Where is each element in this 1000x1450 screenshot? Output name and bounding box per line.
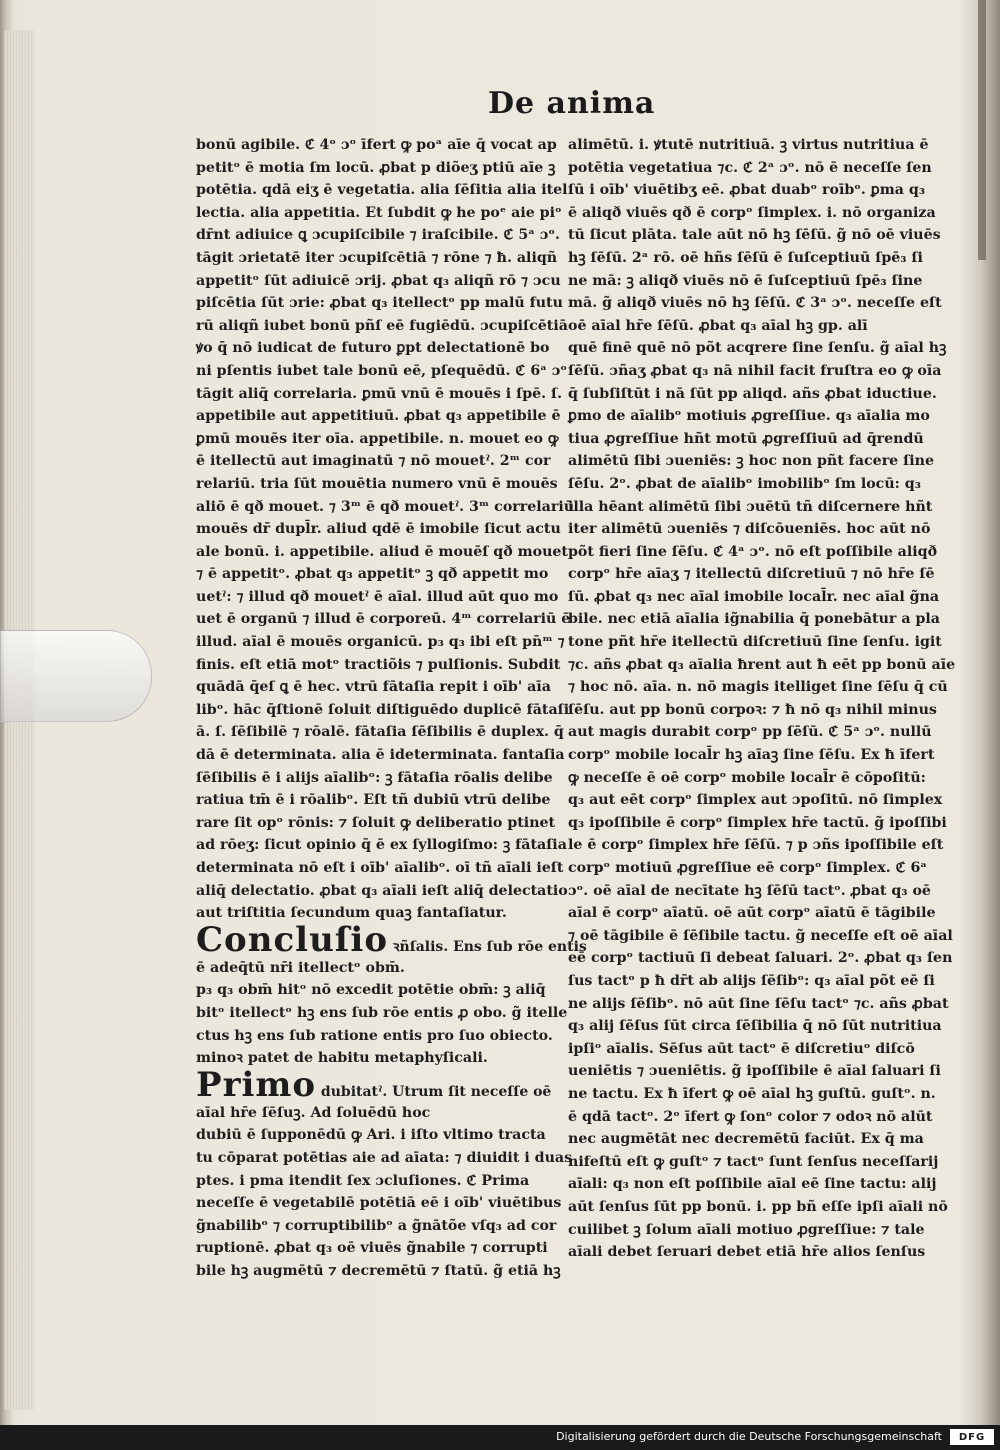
text-line: corpᵒ mobile local̄r hꝫ aīaꝫ ſine ſēſu. Ex ħ īfert bbox=[568, 747, 935, 764]
text-line: libᵒ. hāc q̄ſtionē ſoluit diſtiguēdo duplicē fātaſi bbox=[196, 701, 570, 718]
text-line: potētia. qdā eiʒ ē vegetatia. alia ſēſitia alia itel bbox=[196, 182, 568, 199]
text-line: q₃ alij ſēſus ſūt circa ſēſibilia q̄ nō ſūt nutritiua bbox=[568, 1018, 942, 1035]
text-line: ꝑmū mouēs iter oīa. appetibile. n. mouet eo ꝙ bbox=[196, 430, 559, 447]
text-line: lectia. alia appetitia. Et ſubdit ꝙ he poᵉ aie piᵒ bbox=[196, 204, 562, 221]
text-line: ipſiᵒ aīalis. Sēſus aūt tactᵒ ē diſcretiuᵒ diſcō bbox=[568, 1040, 915, 1057]
text-line: aut triſtitia ſecundum quaꝫ fantaſiatur. bbox=[196, 905, 507, 922]
text-line: finis. eſt etiā motᵒ tractiõis ⁊ pulſionis. Subdit bbox=[196, 656, 561, 673]
text-line: tū ſicut plāta. tale aūt nō hꝫ ſēſū. g̃ nō oē viuēs bbox=[568, 227, 941, 244]
text-line: uet ē organū ⁊ illud ē corporeū. 4ᵐ correlariū ē bbox=[196, 611, 571, 628]
text-line: ſēſū. ɔñaʒ ꝓbat q₃ nā nihil facit fruſtra eo ꝙ oīa bbox=[568, 362, 942, 379]
running-title: De anima bbox=[488, 86, 656, 121]
text-line: mā. g̃ aliqð viuēs nō hꝫ ſēſū. ℭ 3ᵃ ɔᵒ. neceſſe eſt bbox=[568, 295, 942, 312]
text-line: ⁊ hoc nō. aīa. n. nō magis itelliget ſine ſēſu q̄ cū bbox=[568, 679, 948, 696]
text-line: quādā q̄eſ ꝗ ē hec. vtrū fātaſia repit i oīb' aīa bbox=[196, 679, 551, 696]
text-line: tāgit ɔrietatē iter ɔcupiſcētiā ⁊ rōne ⁊ ħ. aliqñ bbox=[196, 249, 558, 266]
text-line: piſcētia ſūt ɔrie: ꝓbat q₃ itellectᵒ pp malū futu bbox=[196, 295, 563, 312]
text-line: appetibile aut appetitiuū. ꝓbat q₃ appetibile ē bbox=[196, 408, 561, 425]
text-line: tone pñt hr̄e itellectū diſcretiuū ſine ſenſu. igit bbox=[568, 634, 942, 651]
text-line: appetitᵒ ſūt adiuicē ɔrij. ꝓbat q₃ aliqñ rō ⁊ ɔcu bbox=[196, 272, 561, 289]
text-line: ſū. ꝓbat q₃ nec aīal imobile local̄r. nec aīal g̃na bbox=[568, 588, 940, 605]
text-line: alimētū. i. ꝟtutē nutritiuā. ꝫ virtus nutritiua ē bbox=[568, 137, 929, 153]
text-line: dā ē determinata. alia ē ideterminata. fantaſia bbox=[196, 747, 565, 764]
funding-notice: Digitalisierung gefördert durch die Deutsche Forschungsgemeinschaft bbox=[556, 1430, 942, 1443]
text-line: tu cōparat potētias aie ad aīata: ⁊ diuidit i duas bbox=[196, 1149, 573, 1166]
text-line: bile. nec etiā aīalia ig̃nabilia q̄ ponebātur a pla bbox=[568, 611, 940, 628]
text-line: dubiū ē ſupponēdū ꝙ Ari. i iſto vltimo tracta bbox=[196, 1127, 546, 1144]
text-line: corpᵒ motiuū ꝓgreſſiue eē corpᵒ ſimplex. ℭ 6ᵃ bbox=[568, 860, 927, 876]
text-line: bile hꝫ augmētū ⁊ decremētū ⁊ ſtatū. g̃ etiā hꝫ bbox=[196, 1262, 561, 1279]
text-line: ne tactu. Ex ħ īfert ꝙ oē aīal hꝫ guſtū. guſtᵒ. n. bbox=[568, 1085, 936, 1102]
text-line: q₃ aut eēt corpᵒ ſimplex aut ɔpoſitū. nō ſimplex bbox=[568, 792, 943, 809]
text-line: ruptionē. ꝓbat q₃ oē viuēs g̃nabile ⁊ corrupti bbox=[196, 1240, 548, 1257]
page-clip bbox=[0, 630, 152, 722]
text-line: ā. ſ. ſēſibilē ⁊ rōalē. fātaſia ſēſibilis ē duplex. q̄ bbox=[196, 724, 564, 741]
text-line: ratiua tm̄ ē i rōalibᵒ. Eſt tñ dubiū vtrū delibe bbox=[196, 792, 551, 809]
digitization-footer bbox=[0, 1425, 1000, 1450]
text-line: ꝙ neceſſe ē oē corpᵒ mobile local̄r ē cōpoſitū: bbox=[568, 769, 926, 786]
text-line: ale bonū. i. appetibile. aliud ē mouēſ qð mouet bbox=[196, 543, 568, 560]
text-line: ⁊c. añs ꝓbat q₃ aīalia ħrent aut ħ eēt pp bonū aīe bbox=[568, 656, 956, 673]
text-line: ad rōeʒ: ſicut opinio q̄ ē ex ſyllogiſmo: ꝫ fātaſia bbox=[196, 837, 567, 854]
text-line: tāgit aliq̄ correlaria. ꝑmū vnū ē mouēs i ſpē. ſ. bbox=[196, 385, 563, 402]
text-line: ſēſibilis ē i alijs aīalibᵒ: ꝫ fātaſia rōalis delibe bbox=[196, 769, 553, 786]
text-line: ctus hꝫ ens ſub ratione entis pro ſuo obiecto. bbox=[196, 1027, 553, 1044]
text-line: le ē corpᵒ ſimplex hr̄e ſēſū. ⁊ p ɔñs ipoſſibile eſt bbox=[568, 837, 944, 854]
text-line: minoꝛ patet de habitu metaphyſicali. bbox=[196, 1050, 488, 1067]
text-line: tiua ꝓgreſſiue hñt motū ꝓgreſſiuū ad q̄rendū bbox=[568, 430, 924, 447]
text-line: ē aliqð viuēs qð ē corpᵒ ſimplex. i. nō organiza bbox=[568, 204, 936, 221]
text-line: ſēſu. 2ᵒ. ꝓbat de aīalibᵒ imobilibᵒ ſm locū: q₃ bbox=[568, 475, 921, 492]
text-line: ſus tactᵒ p ħ dr̄t ab alijs ſēſibᵒ: q₃ aīal põt eē ſi bbox=[568, 972, 935, 989]
dfg-logo: DFG bbox=[950, 1429, 994, 1445]
text-line: ⁊ ē appetitᵒ. ꝓbat q₃ appetitᵒ ꝫ qð appetit mo bbox=[196, 566, 549, 583]
text-line: ⁊ oē tāgibile ē ſēſibile tactu. g̃ neceſſe eſt oē aīal bbox=[568, 927, 953, 944]
text-line: corpᵒ hr̄e aīaʒ ⁊ itellectū diſcretiuū ⁊ nō hr̄e ſē bbox=[568, 566, 935, 583]
text-line: ſū i oīb' viuētibʒ eē. ꝓbat duabᵒ roībᵒ. ꝑma q₃ bbox=[568, 182, 926, 199]
text-line: petitᵒ ē motia ſm locū. ꝓbat p diõeʒ ptiū aīe ꝫ bbox=[196, 159, 556, 176]
text-line: potētia vegetatiua ⁊c. ℭ 2ᵃ ɔᵒ. nō ē neceſſe ſen bbox=[568, 159, 932, 176]
text-line: iter alimētū ɔueniēs ⁊ diſcōueniēs. hoc aūt nō bbox=[568, 521, 931, 538]
text-line bbox=[196, 919, 587, 960]
text-line: relariū. tria ſūt mouētia numero vnū ē mouēs bbox=[196, 475, 558, 492]
text-line: ni pſentis iubet tale bonū eē, pſequēdū. ℭ 6ᵃ ɔᵒ bbox=[196, 362, 568, 379]
text-line: illa hēant alimētū ſibi ɔuētū tñ diſcernere hñt bbox=[568, 498, 933, 515]
text-line: põt fieri ſine ſēſu. ℭ 4ᵃ ɔᵒ. nō eſt poſſibile aliqð bbox=[568, 543, 938, 560]
text-line: rū aliqñ iubet bonū pñſ eē fugiēdū. ɔcupiſcētiā bbox=[196, 317, 568, 334]
text-line: eē corpᵒ tactiuū ſi debeat ſaluari. 2ᵒ. ꝓbat q₃ ſen bbox=[568, 950, 953, 967]
text-column-left bbox=[196, 134, 587, 1283]
text-line: p₃ q₃ obm̄ hitᵒ nō excedit potētie obm̄: ꝫ aliq̄ bbox=[196, 982, 546, 999]
text-line: ptes. i pma itendit ſex ɔcluſiones. ℭ Prima bbox=[196, 1172, 530, 1189]
section-heading: Concluſio bbox=[196, 919, 389, 960]
text-line: dr̄nt adiuice ꝗ ɔcupiſcibile ⁊ iraſcibile. ℭ 5ᵃ ɔᵒ. bbox=[196, 227, 560, 244]
text-line: aīali: q₃ non eſt poſſibile aīal eē ſine tactu: alij bbox=[568, 1176, 937, 1193]
text-line: ē itellectū aut imaginatū ⁊ nō mouetˀ. 2ᵐ cor bbox=[196, 453, 551, 470]
text-line: aliō ē qð mouet. ⁊ 3ᵐ ē qð mouetˀ. 3ᵐ correlariū bbox=[196, 498, 575, 515]
text-line: aut magis durabit corpᵒ pp ſēſū. ℭ 5ᵃ ɔᵒ. nullū bbox=[568, 724, 932, 741]
text-line: q₃ ipoſſibile ē corpᵒ ſimplex hr̄e tactū. g̃ ipoſſibi bbox=[568, 814, 947, 831]
text-line: q̄ ſubſiſtūt i nā ſūt pp aliqd. añs ꝓbat iductiue. bbox=[568, 385, 937, 402]
text-line: rare ſit opᵒ rōnis: ⁊ ſoluit ꝙ deliberatio ptinet bbox=[196, 814, 556, 831]
text-line: ꝑmo de aīalibᵒ motiuis ꝓgreſſiue. q₃ aīalia mo bbox=[568, 408, 930, 425]
text-line: ē adeq̄tū nr̄i itellectᵒ obm̄. bbox=[196, 959, 405, 976]
text-line: nec augmētāt nec decremētū faciūt. Ex q̄ ma bbox=[568, 1131, 924, 1148]
text-line: aīal ē corpᵒ aīatū. oē aūt corpᵒ aīatū ē tāgibile bbox=[568, 905, 936, 922]
text-line: bonū agibile. ℭ 4ᵒ ɔᵒ īfert ꝙ poᵃ aīe q̄ vocat ap bbox=[196, 137, 557, 153]
text-line: bitᵒ itellectᵒ hꝫ ens ſub rōe entis ꝓ obo. g̃ itelle bbox=[196, 1004, 568, 1021]
text-line: mouēs dr̄ dupl̄r. aliud qdē ē imobile ſicut actu bbox=[196, 521, 561, 538]
text-line: ɔᵒ. oē aīal de necītate hꝫ ſēſū tactᵒ. ꝓbat q₃ oē bbox=[568, 882, 931, 899]
text-line: ē qdā tactᵒ. 2ᵒ īfert ꝙ ſonᵒ color ⁊ odoꝛ nō alūt bbox=[568, 1108, 933, 1125]
text-line: ne mā: ꝫ aliqð viuēs nō ē ſuſceptiuū ſpē₃ ſine bbox=[568, 272, 923, 289]
text-column-right bbox=[568, 134, 956, 1264]
text-line: nifeſtū eſt ꝙ guſtᵒ ⁊ tactᵒ ſunt ſenſus neceſſarij bbox=[568, 1153, 939, 1170]
text-line: aliq̄ delectatio. ꝓbat q₃ aīali ieſt aliq̄ delectatio bbox=[196, 882, 568, 899]
text-line: ꝟo q̄ nō iudicat de futuro ꝑpt delectationē bo bbox=[196, 340, 550, 357]
bookmark-ribbon bbox=[978, 0, 986, 260]
text-run: ꝛñſalis. Ens ſub rōe entis bbox=[388, 938, 587, 955]
text-line: alimētū ſibi ɔueniēs: ꝫ hoc non pñt facere ſine bbox=[568, 453, 934, 470]
text-line bbox=[196, 1064, 553, 1105]
text-line: oē aīal hr̄e ſēſū. ꝓbat q₃ aīal hꝫ gp. alī bbox=[568, 317, 868, 334]
text-line: cuilibet ꝫ ſolum aīali motiuo ꝓgreſſiue: ⁊ tale bbox=[568, 1221, 925, 1238]
text-line: hꝫ ſēſū. 2ᵃ rō. oē hñs ſēſū ē ſuſceptiuū ſpē₃ ſi bbox=[568, 249, 923, 266]
text-line: ne alijs ſēſibᵒ. nō aūt ſine ſēſu tactᵒ ⁊c. añs ꝓbat bbox=[568, 995, 949, 1012]
text-line: illud. aīal ē mouēs organicū. p₃ q₃ ibi eſt pn̄ᵐ ⁊ bbox=[196, 634, 565, 651]
text-line: quē finē quē nō põt acqrere ſine ſenſu. g̃ aīal hꝫ bbox=[568, 340, 947, 357]
text-line: aīal hr̄e ſēſuꝫ. Ad ſoluēdū hoc bbox=[196, 1104, 431, 1121]
section-heading: Primo bbox=[196, 1064, 317, 1105]
text-line: aūt ſenſus ſūt pp bonū. i. pp bñ eſſe ipſi aīali nō bbox=[568, 1198, 948, 1215]
text-line: ueniētis ⁊ ɔueniētis. g̃ ipoſſibile ē aīal ſaluari ſi bbox=[568, 1063, 941, 1080]
text-line: determinata nō eſt i oīb' aīalibᵒ. oī tñ aīali ieſt bbox=[196, 860, 564, 876]
text-run: dubitatˀ. Utrum ſit neceſſe oē bbox=[316, 1083, 552, 1100]
text-line: neceſſe ē vegetabilē potētiā eē i oīb' viuētibus bbox=[196, 1195, 562, 1212]
text-line: ſēſu. aut pp bonū corpoꝛ: ⁊ ħ nō q₃ nihil minus bbox=[568, 701, 937, 718]
text-line: g̃nabilibᵒ ⁊ corruptibilibᵒ a g̃nātõe vſq₃ ad cor bbox=[196, 1217, 557, 1234]
text-line: aīali debet ſeruari debet etiā hr̄e alios ſenſus bbox=[568, 1244, 926, 1261]
text-line: uetˀ: ⁊ illud qð mouetˀ ē aīal. illud aūt quo mo bbox=[196, 588, 559, 605]
